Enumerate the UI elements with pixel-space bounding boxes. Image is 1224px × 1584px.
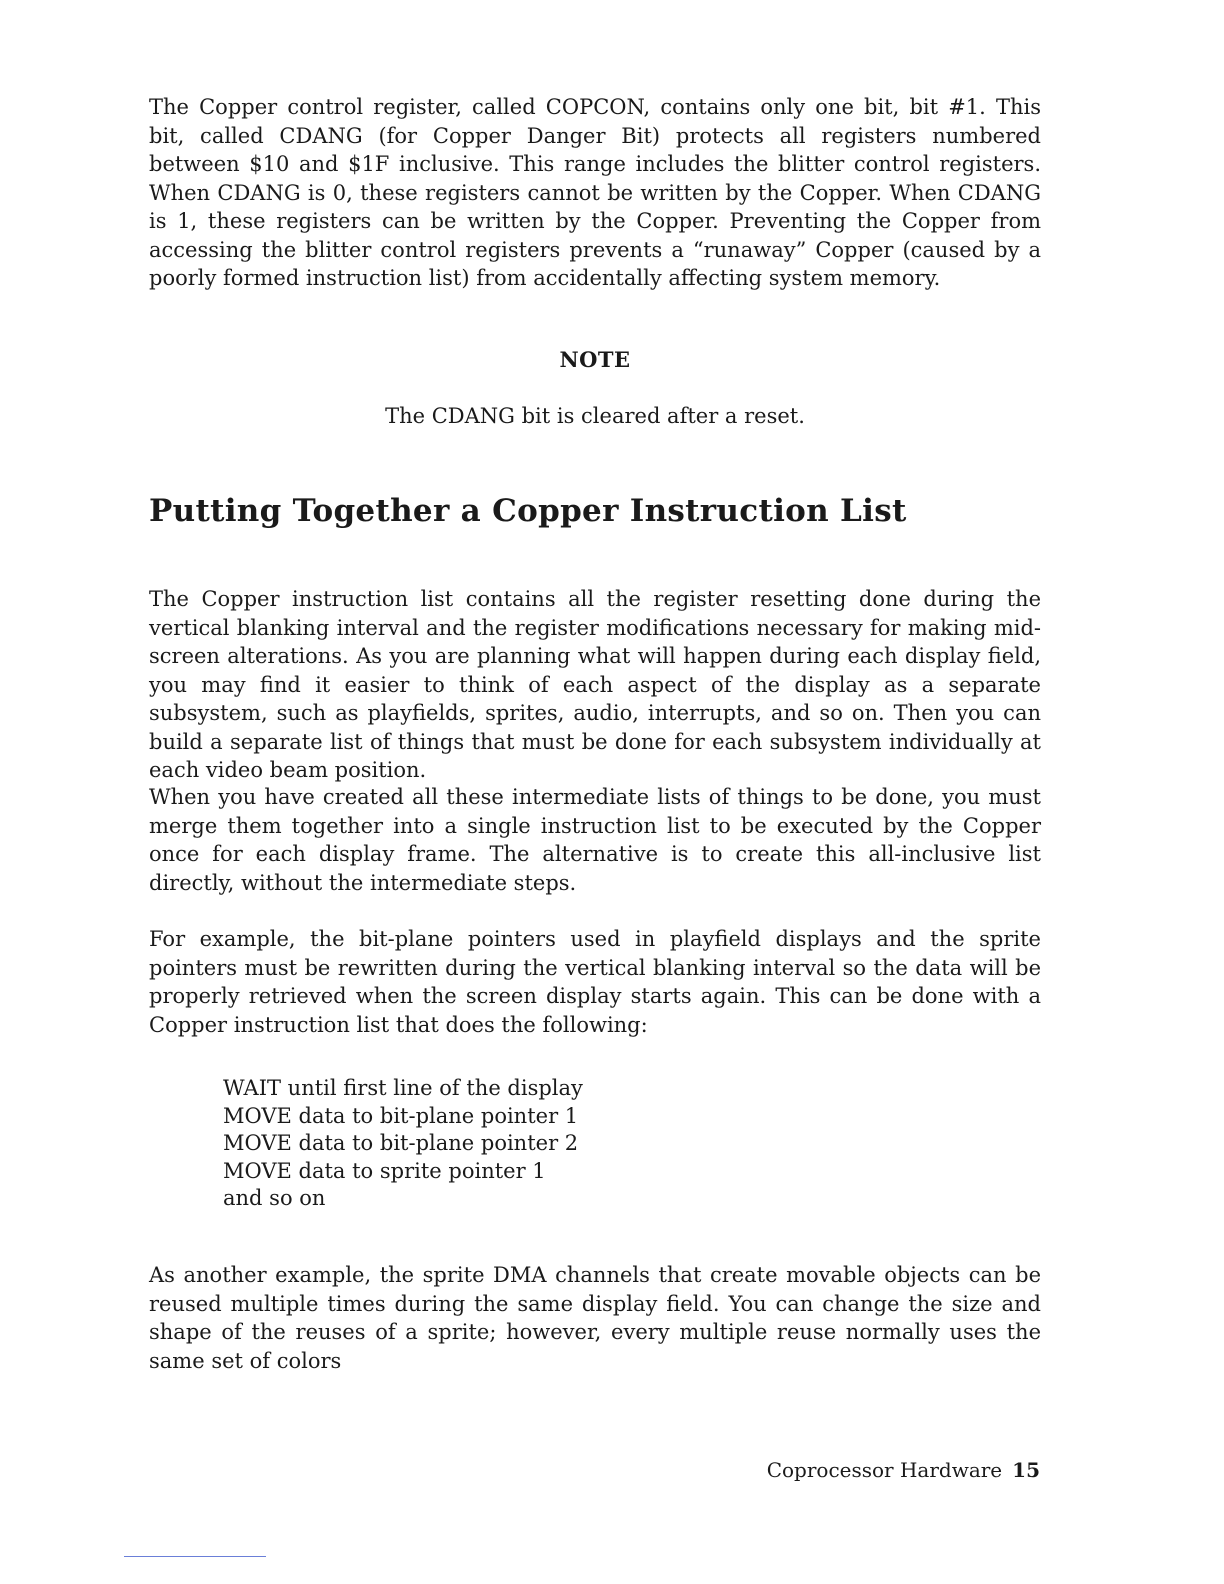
instruction-item: and so on [223, 1186, 326, 1210]
section-heading: Putting Together a Copper Instruction List [149, 493, 907, 529]
paragraph-merge-lists: When you have created all these intermediate lists of things to be done, you must merge them together into a single instruction list to be executed by the Copper once for each display frame. The alternative is to create this all-inclusive list directly, without the intermediate steps. [149, 785, 1041, 895]
instruction-item: WAIT until first line of the display [223, 1076, 583, 1100]
paragraph-instruction-list: The Copper instruction list contains all the register resetting done during the vertical blanking interval and the register modifications necessary for making mid-screen alterations. As you are planning what will happen during each display field, you may find it easier to think of each aspect of the display as a separate subsystem, such as playfields, sprites, audio, interrupts, and so on. Then you can build a separate list of things that must be done for each subsystem individually at each video beam position. [149, 587, 1041, 782]
footer-section-title: Coprocessor Hardware [766, 1458, 1003, 1482]
instruction-item: MOVE data to sprite pointer 1 [223, 1158, 546, 1183]
note-title: NOTE [559, 347, 631, 372]
paragraph-copcon: The Copper control register, called COPCON, contains only one bit, bit #1. This bit, called CDANG (for Copper Danger Bit) protects all registers numbered between $10 and $1F inclusive. This range includes the blitter control registers. When CDANG is 0, these registers cannot be written by the Copper. When CDANG is 1, these registers can be written by the Copper. Preventing the Copper from accessing the blitter control registers prevents a “runaway” Copper (caused by a poorly formed instruction list) from accidentally affecting system memory. [149, 95, 1041, 290]
instruction-item: MOVE data to bit-plane pointer 1 [223, 1103, 579, 1128]
scan-edge-line [124, 1556, 266, 1557]
page-number: 15 [1012, 1458, 1040, 1482]
paragraph-sprite-reuse: As another example, the sprite DMA channels that create movable objects can be reused multiple times during the same display field. You can change the size and shape of the reuses of a sprite; however, every multiple reuse normally uses the same set of colors [149, 1263, 1041, 1373]
paragraph-example-pointers: For example, the bit-plane pointers used in playfield displays and the sprite pointers must be rewritten during the vertical blanking interval so the data will be properly retrieved when the screen display starts again. This can be done with a Copper instruction list that does the following: [149, 927, 1041, 1037]
page-footer [767, 1458, 1040, 1482]
note-text: The CDANG bit is cleared after a reset. [385, 404, 805, 428]
copper-instruction-list [223, 1075, 583, 1213]
instruction-item: MOVE data to bit-plane pointer 2 [223, 1131, 579, 1155]
